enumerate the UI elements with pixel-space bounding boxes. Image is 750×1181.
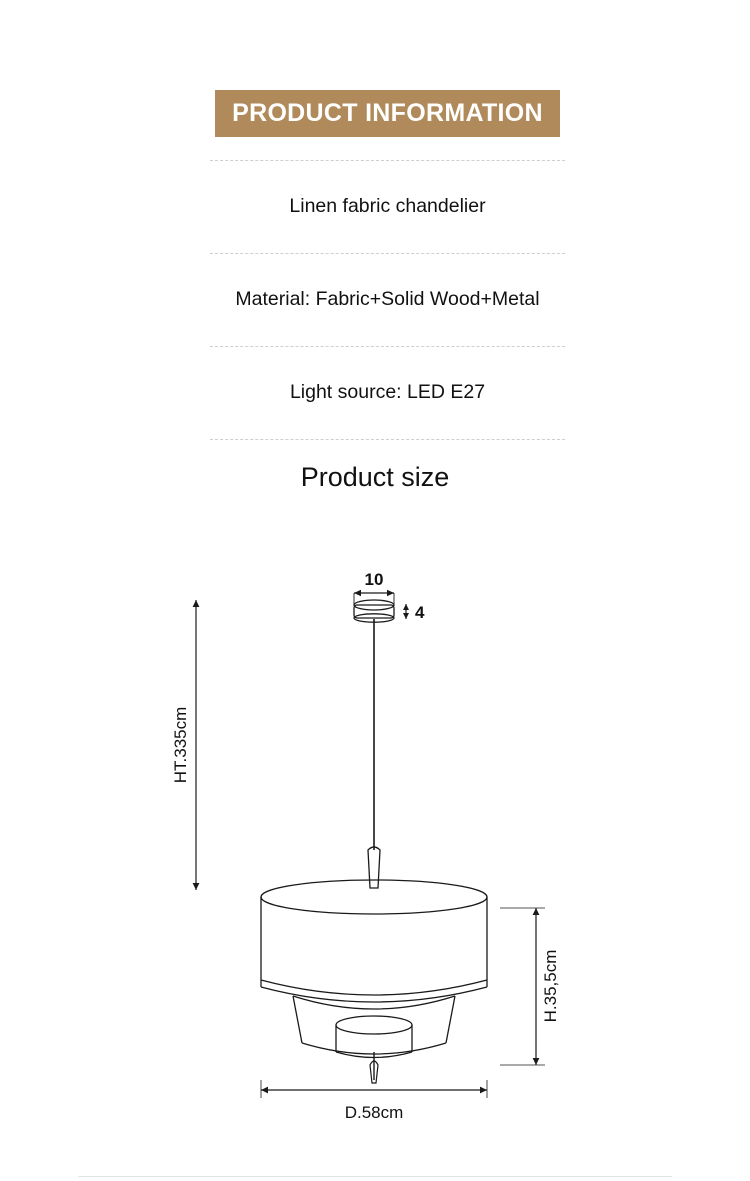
lamp-holder: [368, 847, 380, 888]
info-text-product-name: Linen fabric chandelier: [289, 195, 486, 218]
divider-3: [210, 439, 565, 440]
upper-shade-bottom-curve: [261, 980, 487, 995]
label-canopy-height: 4: [415, 603, 425, 622]
info-row-light-source: [210, 347, 565, 439]
bottom-divider: [78, 1176, 672, 1177]
label-total-height: HT.335cm: [171, 706, 190, 784]
banner-title: PRODUCT INFORMATION: [232, 99, 543, 127]
product-information-list: [210, 160, 565, 440]
inner-shade-top-ellipse: [336, 1016, 412, 1034]
product-dimension-drawing: [0, 520, 750, 1140]
info-row-product-name: [210, 161, 565, 253]
info-text-light-source: Light source: LED E27: [289, 381, 486, 404]
upper-shade-top-ellipse: [261, 880, 487, 914]
canopy-body: [354, 605, 394, 618]
product-size-title: Product size: [300, 462, 450, 492]
label-shade-height: H.35,5cm: [541, 949, 560, 1023]
info-row-material: [210, 254, 565, 346]
label-shade-diameter: D.58cm: [344, 1103, 404, 1122]
label-canopy-width: 10: [364, 570, 384, 589]
info-text-material: Material: Fabric+Solid Wood+Metal: [235, 288, 540, 311]
product-information-banner: [215, 90, 560, 137]
